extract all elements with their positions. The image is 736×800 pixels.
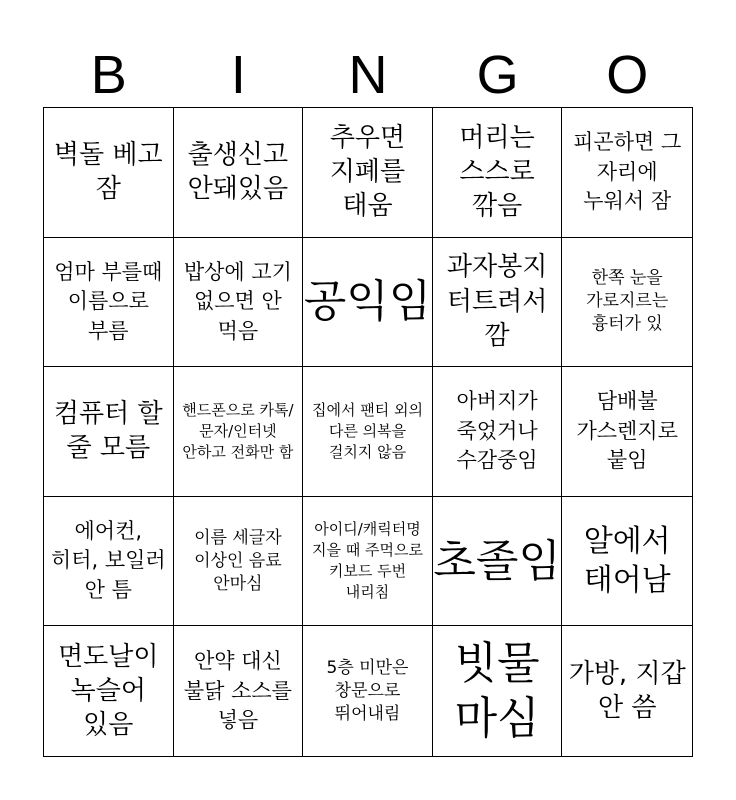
cell-text: 한쪽 눈을 가로지르는 흉터가 있 [586,268,669,335]
header-letter-n: N [348,45,388,105]
bingo-cell[interactable] [44,626,174,756]
cell-text: 담배불 가스렌지로 붙임 [576,389,678,473]
bingo-cell[interactable] [562,238,692,368]
bingo-cell[interactable] [44,497,174,627]
cell-text: 에어컨, 히터, 보일러 안 틈 [50,519,166,602]
bingo-cell[interactable] [562,108,692,238]
cell-text: 엄마 부를때 이름으로 부름 [54,259,163,343]
cell-text: 과자봉지 터트려서 깜 [446,252,548,352]
cell-text: 아이디/캐릭터명 지을 때 주먹으로 키보드 두번 내리침 [312,520,423,602]
bingo-cell[interactable] [174,108,304,238]
bingo-cell[interactable] [562,626,692,756]
cell-text: 알에서 태어남 [583,524,671,599]
bingo-cell[interactable] [44,367,174,497]
bingo-cell[interactable] [433,367,563,497]
bingo-header [44,44,692,106]
bingo-cell[interactable] [303,497,433,627]
cell-text: 출생신고 안돼있음 [187,139,289,205]
bingo-cell[interactable] [433,238,563,368]
cell-text: 면도날이 녹슬어 있음 [58,641,159,741]
cell-text: 머리는 스스로 깎음 [459,122,535,222]
bingo-cell[interactable] [433,626,563,756]
cell-text: 집에서 팬티 외의 다른 의복을 걸치지 않음 [312,400,423,461]
cell-text: 추우면 지폐를 태움 [329,122,406,222]
header-letter-b: B [90,45,127,105]
bingo-board [43,107,693,757]
bingo-cell[interactable] [174,626,304,756]
cell-text: 5층 미만은 창문으로 뛰어내림 [326,657,409,724]
bingo-cell[interactable] [562,497,692,627]
header-letter-i: I [230,45,246,105]
bingo-cell[interactable] [303,626,433,756]
cell-text: 밥상에 고기 없으면 안 먹음 [183,259,292,343]
bingo-cell[interactable] [433,497,563,627]
cell-text: 피곤하면 그 자리에 누워서 잠 [573,130,682,213]
cell-text: 핸드폰으로 카톡/문자/인터넷 안하고 전화만 함 [182,400,294,461]
bingo-cell[interactable] [433,108,563,238]
header-letter-o: O [606,45,649,105]
bingo-cell[interactable] [303,367,433,497]
bingo-cell[interactable] [174,497,304,627]
cell-text: 벽돌 베고 잠 [53,139,163,205]
cell-text: 이름 세글자 이상인 음료 안마심 [194,527,282,594]
cell-text: 초졸임 [433,535,561,587]
bingo-cell[interactable] [174,238,304,368]
bingo-cell[interactable] [44,238,174,368]
bingo-cell[interactable] [303,108,433,238]
bingo-cell[interactable] [303,238,433,368]
cell-text: 안약 대신 불닭 소스를 넣음 [183,649,292,732]
cell-text: 가방, 지갑 안 씀 [568,658,686,724]
header-letter-g: G [476,45,519,105]
cell-text: 컴퓨터 할 줄 모름 [53,399,163,464]
cell-text: 빗물 마심 [454,638,540,745]
bingo-cell[interactable] [562,367,692,497]
cell-text: 공익임 [303,276,432,328]
bingo-cell[interactable] [44,108,174,238]
bingo-cell[interactable] [174,367,304,497]
cell-text: 아버지가 죽었거나 수감중임 [456,389,538,473]
